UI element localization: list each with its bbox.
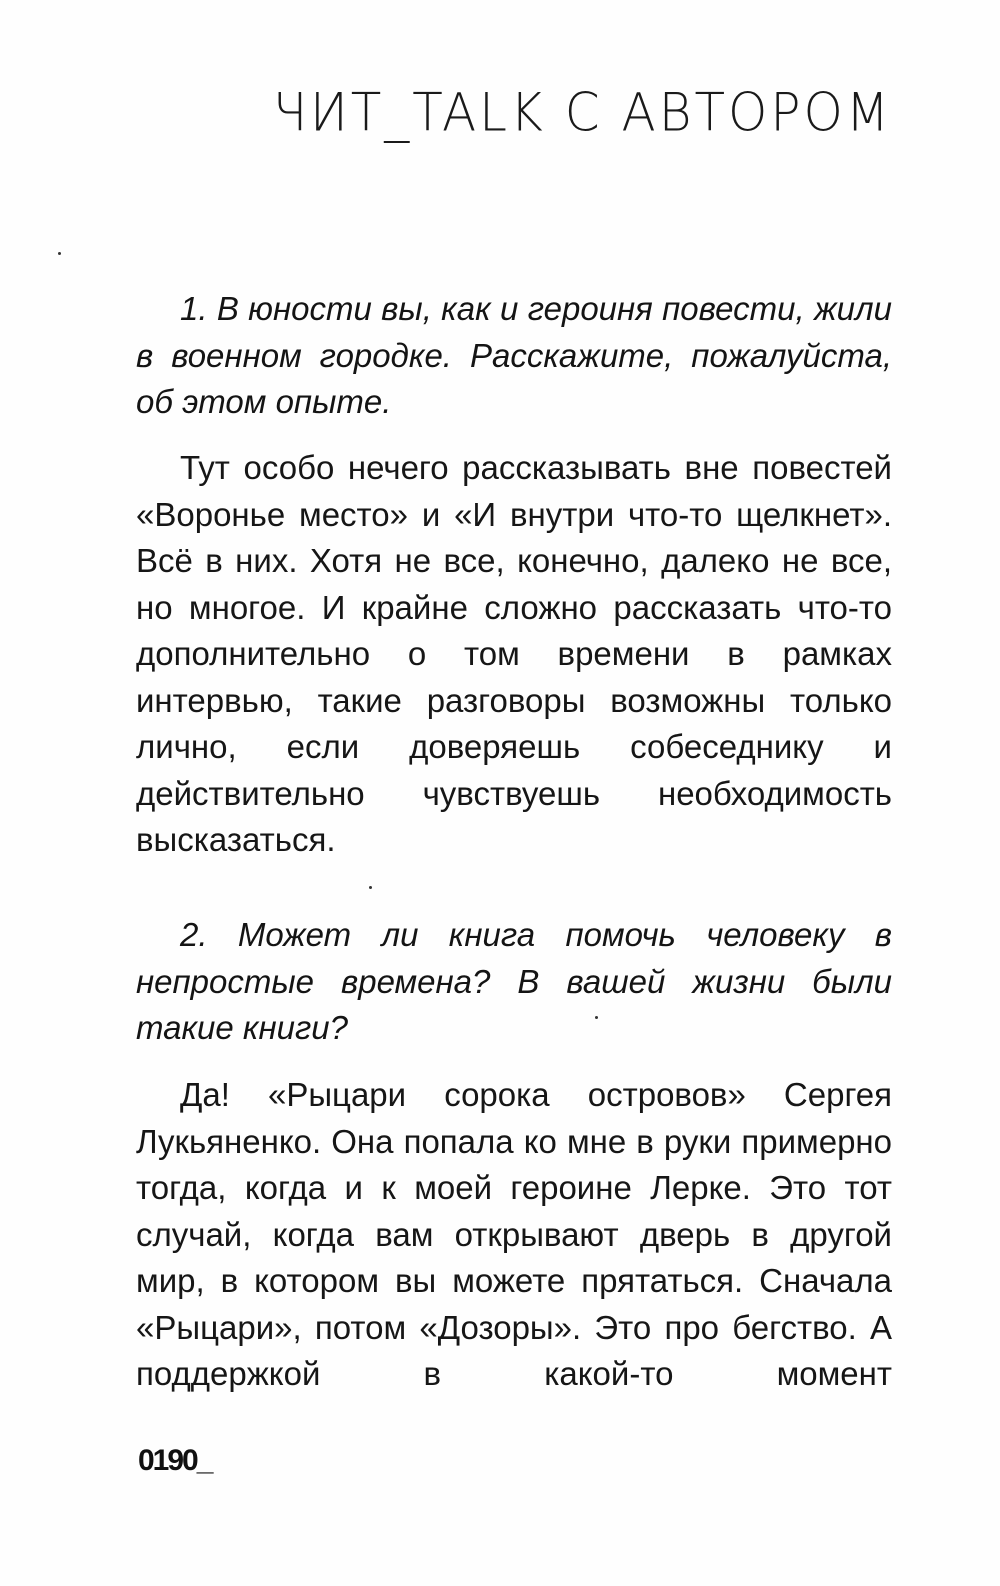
question-1: 1. В юности вы, как и героиня повести, жили в военном городке. Расскажите, пожалуйста, об этом опыте.: [136, 290, 892, 420]
answer-1: Тут особо нечего рассказывать вне повестей «Воронье место» и «И внутри что-то щелкнет». Всё в них. Хотя не все, конечно, далеко не все, но многое. И крайне сложно рассказать что-то дополнительно о том времени в рамках интервью, такие разговоры возможны только лично, если доверяешь собеседнику и действительно чувствуешь необходимость высказаться.: [136, 449, 892, 858]
answer-2: Да! «Рыцари сорока островов» Сергея Лукьяненко. Она попала ко мне в руки примерно тогда, когда и к моей героине Лерке. Это тот случай, когда вам открывают дверь в другой мир, в котором вы можете прятаться. Сначала «Рыцари», потом «Дозоры». Это про бегство. А поддержкой в какой-то момент: [136, 1076, 892, 1392]
print-speck: [595, 1016, 598, 1019]
print-speck: [58, 252, 61, 255]
running-header: ЧИТ_TALK С АВТОРОМ: [272, 82, 892, 144]
page-number: 0190_: [138, 1444, 212, 1477]
print-speck: [369, 886, 372, 889]
question-2: 2. Может ли книга помочь человеку в непростые времена? В вашей жизни были такие книги?: [136, 916, 892, 1046]
